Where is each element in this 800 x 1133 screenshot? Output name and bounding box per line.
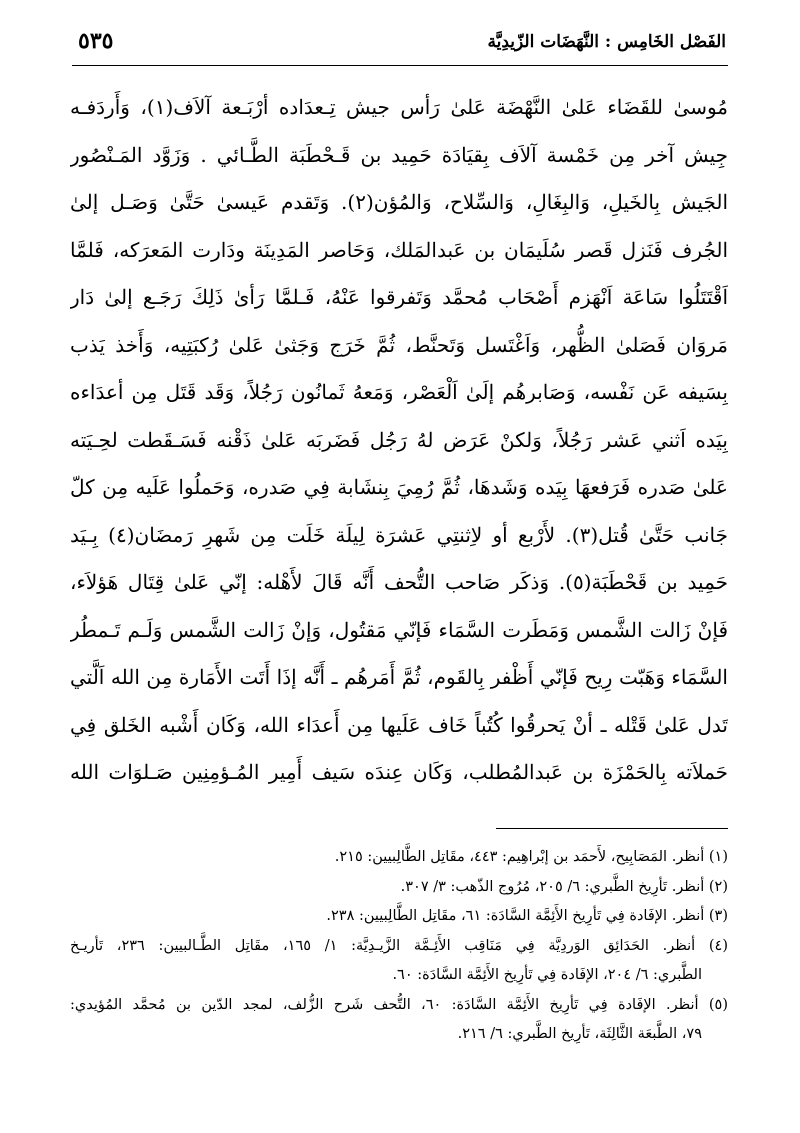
text-line: عَلىٰ صَدره فَرَفعهَا بِيَده وَشَدهَا، ثُمَّ رُمِيَ بِنشَابة فِي صَدره، وَحَملُوا عَلَيه مِن كلّ [70, 475, 728, 499]
running-head: الفَصْل الخَامِس : النَّهَضَات الزّيدِيَّة [487, 32, 726, 52]
footnote-4-continued: الطَّبري: ٦/ ٢٠٤، الإفَادة فِي تَأرِيخ الأَئِمَّة السَّادَة: ٦٠. [392, 967, 702, 983]
text-line: حَملاَته بِالحَمْزَة بن عَبدالمُطلب، وَكَان عِندَه سَيف أَمِير المُـؤمِنِين صَـلوَات الله [70, 760, 728, 784]
header-rule [72, 65, 728, 66]
footnote-separator [496, 828, 728, 829]
footnote-5: (٥) أنظر. الإفَادة فِي تَأرِيخ الأَئِمَّة السَّادَة: ٦٠، التُّحف شَرح الزُّلف، لمجد الدّين بن مُحمَّد المُؤيدي: [70, 996, 728, 1013]
footnote-4: (٤) أنظر. الحَدَائِق الوَردِيَّة فِي مَنَاقِب الأَئِـمَّة الزَّيـدِيَّة: ١/ ١٦٥، مقَاتِل الطَّـالبيين: ٢٣٦، تَأريـخ [70, 937, 728, 954]
text-line: الجُرف فَنَزل قَصر سُلَيمَان بن عَبدالمَلك، وَحَاصر المَدِينَة ودَارت المَعرَكه، فَلمَّا [70, 237, 728, 262]
text-line: بِيَده اَثني عَشر رَجُلاً، وَلكنْ عَرَض لهُ رَجُل فَضَربَه عَلىٰ ذَقْنه فَسَـقَطت لحِـيَته [70, 427, 728, 452]
footnote-2: (٢) أنظر. تَأرِيخ الطَّبري: ٦/ ٢٠٥، مُرُوج الذّهب: ٣/ ٣٠٧. [400, 878, 728, 895]
text-line: حَمِيد بن قَحْطَبَة(٥). وَذكَر صَاحب التُّحف أَنَّه قَالَ لأَهْله: إنّي عَلىٰ قِتَال هَؤلاَء، [70, 570, 728, 594]
footnote-5-continued: ٧٩، الطَّبعَة الثَّالِثَة، تَأرِيخ الطَّبري: ٦/ ٢١٦. [457, 1026, 702, 1042]
text-line: الجَيش بِالخَيلِ، وَالبِغَالِ، وَالسِّلاح، وَالمُؤن(٢). وَتَقدم عَيسىٰ حَتَّىٰ وَصَـل إلىٰ [70, 190, 728, 214]
text-line: جَانب حَتَّىٰ قُتل(٣). لأَرْبع أو لاِثنتِي عَشرَة لِيلَة خَلَت مِن شَهرِ رَمضَان(٤) بِـيَد [70, 522, 728, 547]
text-line: جِيش آخر مِن خَمْسة آلاَف بِقيَادَة حَمِيد بن قَـحْطَبَة الطَّـائي . وَزَوَّد المَـنْصُور [70, 142, 728, 167]
text-line: مُوسىٰ للقَضَاء عَلىٰ النَّهْضَة عَلىٰ رَأس جيش تِـعدَاده أرْبَـعة آلاَف(١)، وَأَردَفـه [70, 95, 728, 119]
body-text [70, 84, 728, 797]
page-header [78, 28, 726, 68]
text-line: فَإنْ زَالت الشَّمس وَمَطَرت السَّمَاء فَإنّي مَقتُول، وَإنْ زَالت الشَّمس وَلَـم تَـمطُر [70, 617, 728, 642]
footnote-1: (١) أنظر. المَصَابِيح، لأَحمَد بن إبْراهِيم: ٤٤٣، مقَاتِل الطَّالِبيين: ٢١٥. [334, 849, 728, 865]
page-number: ٥٣٥ [78, 28, 114, 54]
text-line: مَروَان فَصَلىٰ الظُّهر، وَاَغْتَسل وَتَحنَّط، ثُمَّ خَرَج وَجَثىٰ عَلىٰ رُكبَتِيه، وَأَخذ يَذب [70, 332, 728, 357]
text-line: تَدل عَلىٰ قَتْله ـ أنْ يَحرقُوا كُتُباً خَاف عَلَيها مِن أَعدَاء الله، وَكَان أَشْبه الخَلق فِي [70, 712, 728, 737]
footnotes [70, 843, 728, 1050]
text-line: السَّمَاء وَهَبّت رِيح فَإنّي أَظْفر بِالقَوم، ثُمَّ أَمَرهُم ـ أَنَّه إذَا أَتَت الأَمَارة مِن الله اَلَّتي [70, 665, 728, 689]
footnote-3: (٣) أنظر. الإفَادة فِي تَأرِيخ الأَئِمَّة السَّادَة: ٦١، مقَاتِل الطَّالِبيين: ٢٣٨. [326, 908, 728, 924]
text-line: بِسَيفه عَن نَفْسه، وَصَابرهُم إلَىٰ اَلْعَصْر، وَمَعهُ ثَمانُون رَجُلاً، وَقَد قَتَل مِن أعدَاءه [70, 380, 728, 404]
text-line: اَقْتَتَلُوا سَاعَة اَنْهَزم أَصْحَاب مُحمَّد وَتَفرقوا عَنْهُ، فَـلمَّا رَأىٰ ذَلِكَ رَجَـع إلىٰ دَار [70, 285, 728, 309]
